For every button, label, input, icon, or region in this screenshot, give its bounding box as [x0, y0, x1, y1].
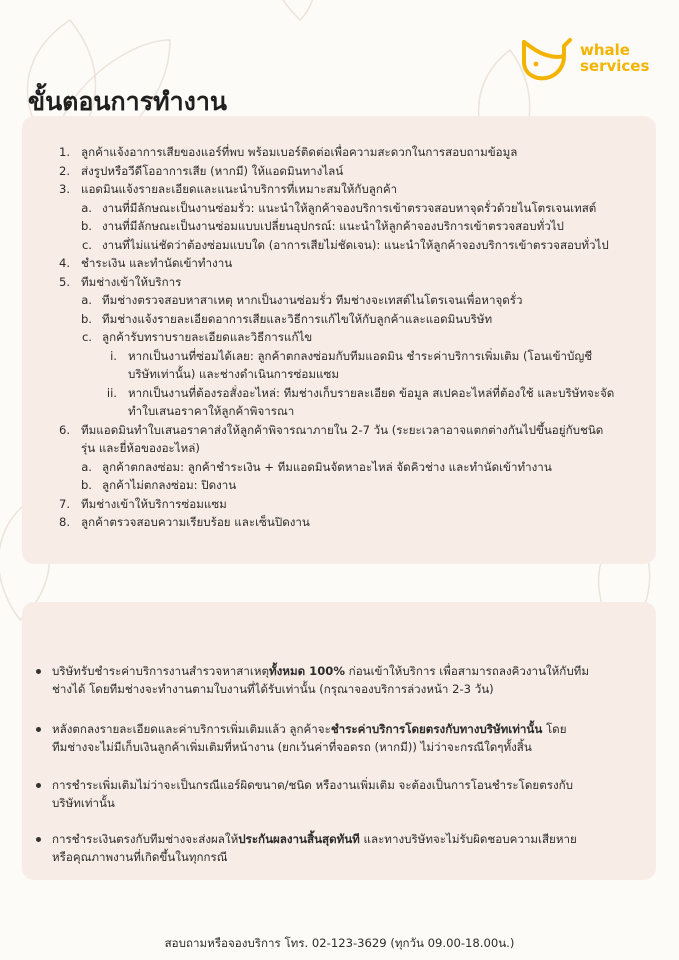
step-text: งานที่มีลักษณะเป็นงานซ่อมรั่ว: แนะนำให้ลูกค้าจองบริการเข้าตรวจสอบหาจุดรั่วด้วยไนโตรเจนเทสต์: [102, 200, 597, 215]
payment-text: หรือคุณภาพงานที่เกิดขึ้นในทุกกรณี: [52, 850, 228, 864]
step-marker: a.: [81, 459, 92, 474]
payment-emphasis: ประกันผลงานสิ้นสุดทันที: [238, 832, 360, 846]
step-marker: b.: [80, 219, 92, 233]
footer-contact: สอบถามหรือจองบริการ โทร. 02-123-3629 (ทุกวัน 09.00-18.00น.): [164, 936, 515, 950]
payment-text: ก่อนเข้าให้บริการ เพื่อสามารถลงคิวงานให้กับทีม: [344, 664, 589, 678]
step-text: ทีมช่างเข้าให้บริการซ่อมแซม: [81, 496, 227, 511]
step-marker: 2.: [58, 163, 70, 178]
step-text: ส่งรูปหรือวีดีโออาการเสีย (หากมี) ให้แอดมินทางไลน์: [81, 163, 344, 178]
payment-item: [52, 830, 637, 866]
step-text: หากเป็นงานที่ต้องรอสั่งอะไหล่: ทีมช่างเก็บรายละเอียด ข้อมูล สเปคอะไหล่ที่ต้องใช้ และบริษัทจะจัด: [128, 385, 615, 400]
payment-text: บริษัทรับชำระค่าบริการงานสำรวจหาสาเหตุ: [52, 664, 269, 678]
payment-emphasis: ชำระค่าบริการโดยตรงกับทางบริษัทเท่านั้น: [330, 722, 543, 736]
bullet-icon: [36, 837, 41, 842]
step-text: ทำใบเสนอราคาให้ลูกค้าพิจารณา: [128, 404, 295, 418]
payment-item: [52, 662, 637, 698]
step-text: ลูกค้าตรวจสอบความเรียบร้อย และเซ็นปิดงาน: [81, 515, 310, 529]
step-text: บริษัทเท่านั้น) และช่างดำเนินการซ่อมแซม: [128, 367, 339, 381]
step-marker: a.: [81, 200, 92, 215]
logo-line2: services: [580, 57, 650, 75]
step-text: ลูกค้าไม่ตกลงซ่อม: ปิดงาน: [102, 478, 237, 492]
bullet-icon: [36, 783, 41, 788]
workflow-card: [22, 116, 656, 564]
bullet-icon: [36, 727, 41, 732]
step-marker: c.: [81, 237, 92, 252]
step-text: งานที่ไม่แน่ชัดว่าต้องซ่อมแบบใด (อาการเสียไม่ชัดเจน): แนะนำให้ลูกค้าจองบริการเข้าตรวจสอบทั่วไป: [102, 237, 609, 252]
payment-item: [52, 720, 637, 756]
step-marker: 8.: [58, 515, 70, 529]
step-marker: b.: [80, 478, 92, 492]
step-marker: 5.: [58, 274, 70, 289]
payment-text: ทีมช่างจะไม่มีเก็บเงินลูกค้าเพิ่มเติมที่หน้างาน (ยกเว้นค่าที่จอดรถ (หากมี)) ไม่ว่าจะกรณีใดๆทั้งสิ้น: [52, 740, 532, 754]
step-marker: a.: [81, 293, 92, 307]
payment-text: โดย: [542, 722, 567, 736]
step-marker: b.: [80, 311, 92, 326]
step-text: ลูกค้าแจ้งอาการเสียของแอร์ที่พบ พร้อมเบอร์ติดต่อเพื่อความสะดวกในการสอบถามข้อมูล: [81, 145, 518, 159]
step-text: รุ่น และยี่ห้อของอะไหล่): [81, 441, 200, 455]
payment-text: หลังตกลงรายละเอียดและค่าบริการเพิ่มเติมแล้ว ลูกค้าจะ: [52, 722, 331, 736]
whale-services-logo: [520, 36, 660, 96]
step-text: ทีมช่างแจ้งรายละเอียดอาการเสียและวิธีการแก้ไขให้กับลูกค้าและแอดมินบริษัท: [102, 311, 493, 326]
payment-item: [52, 776, 637, 812]
step-marker: 7.: [58, 496, 70, 511]
section-title-workflow: ขั้นตอนการทำงาน: [28, 87, 227, 116]
step-text: ลูกค้าตกลงซ่อม: ลูกค้าชำระเงิน + ทีมแอดมินจัดหาอะไหล่ จัดคิวช่าง และทำนัดเข้าทำงาน: [102, 459, 552, 474]
step-marker: 4.: [58, 256, 70, 270]
step-marker: 6.: [58, 422, 70, 437]
payment-text: การชำระเงินตรงกับทีมช่างจะส่งผลให้: [52, 832, 239, 846]
payment-card: [22, 602, 656, 880]
step-text: ลูกค้ารับทราบรายละเอียดและวิธีการแก้ไข: [102, 330, 313, 344]
step-text: งานที่มีลักษณะเป็นงานซ่อมแบบเปลี่ยนอุปกรณ์: แนะนำให้ลูกค้าจองบริการเข้าตรวจสอบทั่วไป: [102, 219, 564, 233]
step-marker: 1.: [58, 145, 70, 159]
bullet-icon: [36, 669, 41, 674]
step-text: หากเป็นงานที่ซ่อมได้เลย: ลูกค้าตกลงซ่อมกับทีมแอดมิน ชำระค่าบริการเพิ่มเติม (โอนเข้าบัญชี: [128, 348, 593, 363]
payment-text: บริษัทเท่านั้น: [52, 796, 115, 810]
step-marker: c.: [81, 330, 92, 344]
payment-text: และทางบริษัทจะไม่รับผิดชอบความเสียหาย: [359, 832, 577, 846]
step-marker: ii.: [106, 385, 117, 400]
payment-text: การชำระเพิ่มเติมไม่ว่าจะเป็นกรณีแอร์ผิดขนาด/ชนิด หรืองานเพิ่มเติม จะต้องเป็นการโอนชำระโดยตรงกับ: [52, 778, 573, 792]
payment-text: ช่างได้ โดยทีมช่างจะทำงานตามใบงานที่ได้รับเท่านั้น (กรุณาจองบริการล่วงหน้า 2-3 วัน): [52, 682, 494, 696]
payment-emphasis: ทั้งหมด 100%: [269, 664, 345, 678]
step-text: ทีมแอดมินทำใบเสนอราคาส่งให้ลูกค้าพิจารณาภายใน 2-7 วัน (ระยะเวลาอาจแตกต่างกันไปขึ้นอยู่กับชนิด: [81, 422, 604, 437]
step-text: ทีมช่างตรวจสอบหาสาเหตุ หากเป็นงานซ่อมรั่ว ทีมช่างจะเทสต์ไนโตรเจนเพื่อหาจุดรั่ว: [102, 293, 523, 307]
logo-line1: whale: [580, 41, 630, 59]
step-marker: 3.: [58, 182, 70, 196]
step-text: แอดมินแจ้งรายละเอียดและแนะนำบริการที่เหมาะสมให้กับลูกค้า: [81, 182, 398, 196]
step-text: ทีมช่างเข้าให้บริการ: [81, 274, 182, 289]
step-text: ชำระเงิน และทำนัดเข้าทำงาน: [81, 256, 233, 270]
whale-icon: [520, 36, 576, 86]
step-marker: i.: [110, 348, 117, 363]
